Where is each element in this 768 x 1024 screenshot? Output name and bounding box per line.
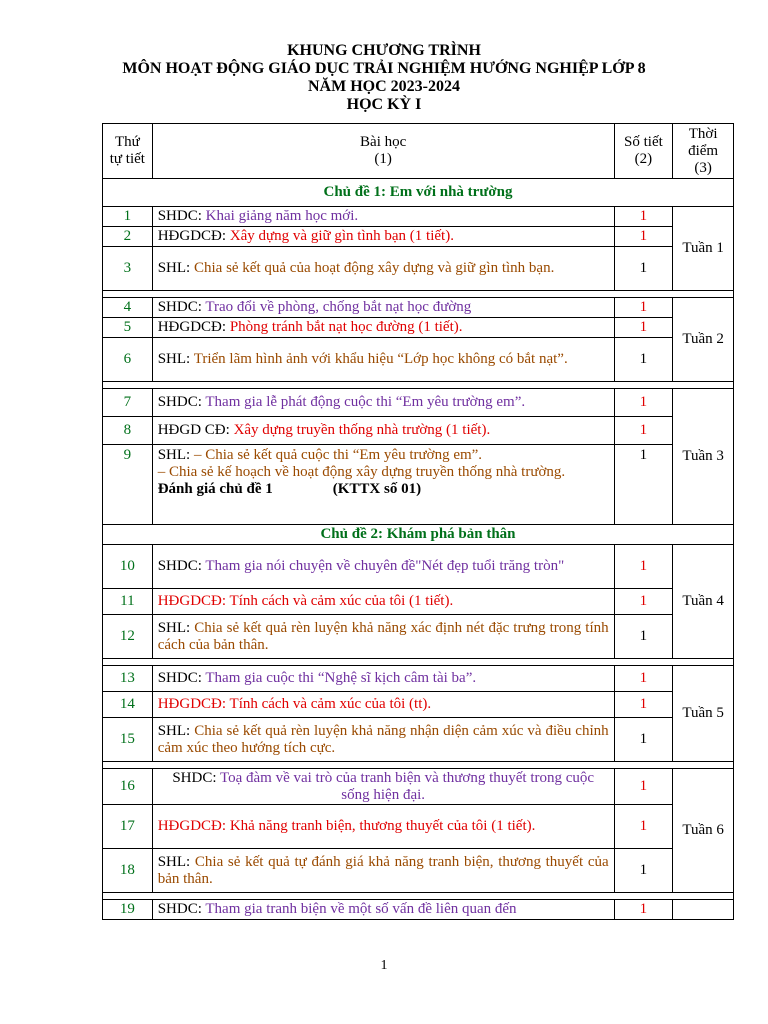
table-row xyxy=(103,207,734,227)
table-row xyxy=(103,445,734,525)
topic-1-title: Chủ đề 1: Em với nhà trường xyxy=(103,179,734,207)
lesson-cell: SHL: Chia sẻ kết quả rèn luyện khả năng nhận diện cảm xúc và điều chỉnh cảm xúc theo hướng tích cực. xyxy=(152,718,614,762)
week-cell: Tuần 2 xyxy=(673,298,734,382)
period-count: 1 xyxy=(614,718,673,762)
table-row xyxy=(103,692,734,718)
title-line-3: NĂM HỌC 2023-2024 xyxy=(308,78,460,95)
lesson-cell: HĐGDCĐ: Tính cách và cảm xúc của tôi (1 tiết). xyxy=(152,589,614,615)
period-count: 1 xyxy=(614,692,673,718)
period-number: 5 xyxy=(103,318,153,338)
period-number: 2 xyxy=(103,227,153,247)
period-count: 1 xyxy=(614,417,673,445)
period-number: 1 xyxy=(103,207,153,227)
table-row xyxy=(103,589,734,615)
period-number: 12 xyxy=(103,615,153,659)
table-row xyxy=(103,227,734,247)
period-number: 19 xyxy=(103,900,153,920)
period-count: 1 xyxy=(614,589,673,615)
lesson-cell: SHL: Chia sẻ kết quả tự đánh giá khả năng tranh biện, thương thuyết của bản thân. xyxy=(152,849,614,893)
period-count: 1 xyxy=(614,900,673,920)
curriculum-table xyxy=(102,123,734,920)
week-cell: Tuần 4 xyxy=(673,545,734,659)
table-row xyxy=(103,545,734,589)
table-row xyxy=(103,389,734,417)
lesson-cell: SHDC: Tham gia lễ phát động cuộc thi “Em yêu trường em”. xyxy=(152,389,614,417)
lesson-cell: HĐGDCĐ: Xây dựng và giữ gìn tình bạn (1 tiết). xyxy=(152,227,614,247)
header-period-order: Thứ tự tiết xyxy=(103,124,153,179)
period-count: 1 xyxy=(614,338,673,382)
period-number: 8 xyxy=(103,417,153,445)
topic-row xyxy=(103,525,734,545)
topic-2-title: Chủ đề 2: Khám phá bản thân xyxy=(103,525,734,545)
period-count: 1 xyxy=(614,445,673,525)
period-number: 7 xyxy=(103,389,153,417)
period-number: 4 xyxy=(103,298,153,318)
period-count: 1 xyxy=(614,207,673,227)
lesson-cell: HĐGDCĐ: Tính cách và cảm xúc của tôi (tt). xyxy=(152,692,614,718)
table-row xyxy=(103,338,734,382)
lesson-cell: SHDC: Khai giảng năm học mới. xyxy=(152,207,614,227)
evaluation-code: (KTTX số 01) xyxy=(332,481,422,497)
period-number: 18 xyxy=(103,849,153,893)
header-lesson: Bài học (1) xyxy=(152,124,614,179)
lesson-cell: SHDC: Trao đổi về phòng, chống bắt nạt học đường xyxy=(152,298,614,318)
lesson-cell: SHDC: Tham gia cuộc thi “Nghệ sĩ kịch câm tài ba”. xyxy=(152,666,614,692)
table-row xyxy=(103,805,734,849)
lesson-cell: SHL: Chia sẻ kết quả của hoạt động xây dựng và giữ gìn tình bạn. xyxy=(152,247,614,291)
title-line-2: MÔN HOẠT ĐỘNG GIÁO DỤC TRẢI NGHIỆM HƯỚNG NGHIỆP LỚP 8 xyxy=(122,60,646,77)
lesson-cell: SHDC: Toạ đàm về vai trò của tranh biện và thương thuyết trong cuộc sống hiện đại. xyxy=(152,769,614,805)
period-count: 1 xyxy=(614,227,673,247)
week-cell: Tuần 5 xyxy=(673,666,734,762)
week-cell: Tuần 6 xyxy=(673,769,734,893)
period-count: 1 xyxy=(614,298,673,318)
period-number: 14 xyxy=(103,692,153,718)
lesson-cell: SHDC: Tham gia tranh biện về một số vấn đề liên quan đến xyxy=(152,900,614,920)
topic-row xyxy=(103,179,734,207)
week-cell xyxy=(673,900,734,920)
title-line-4: HỌC KỲ I xyxy=(346,96,422,113)
table-row xyxy=(103,900,734,920)
period-count: 1 xyxy=(614,805,673,849)
table-header-row xyxy=(103,124,734,179)
table-row xyxy=(103,769,734,805)
page-number: 1 xyxy=(380,958,388,973)
lesson-cell: SHL: Triển lãm hình ảnh với khẩu hiệu “Lớp học không có bắt nạt”. xyxy=(152,338,614,382)
period-number: 3 xyxy=(103,247,153,291)
lesson-cell: SHL: – Chia sẻ kết quả cuộc thi “Em yêu trường em”. – Chia sẻ kế hoạch về hoạt động xây dựng truyền thống nhà trường. Đánh giá chủ đề 1 (KTTX số 01) xyxy=(152,445,614,525)
period-number: 10 xyxy=(103,545,153,589)
period-count: 1 xyxy=(614,666,673,692)
period-number: 9 xyxy=(103,445,153,525)
week-cell: Tuần 3 xyxy=(673,389,734,525)
period-number: 13 xyxy=(103,666,153,692)
period-number: 17 xyxy=(103,805,153,849)
lesson-cell: SHL: Chia sẻ kết quả rèn luyện khả năng xác định nét đặc trưng trong tính cách của bản thân. xyxy=(152,615,614,659)
period-number: 16 xyxy=(103,769,153,805)
period-count: 1 xyxy=(614,389,673,417)
topic-evaluation: Đánh giá chủ đề 1 xyxy=(157,481,273,497)
title-line-1: KHUNG CHƯƠNG TRÌNH xyxy=(287,42,481,59)
table-row xyxy=(103,247,734,291)
table-row xyxy=(103,318,734,338)
table-row xyxy=(103,615,734,659)
period-number: 11 xyxy=(103,589,153,615)
table-row xyxy=(103,417,734,445)
table-row xyxy=(103,298,734,318)
document-header xyxy=(0,42,768,114)
period-count: 1 xyxy=(614,318,673,338)
period-count: 1 xyxy=(614,615,673,659)
header-period-count: Số tiết (2) xyxy=(614,124,673,179)
header-time: Thời điểm (3) xyxy=(673,124,734,179)
table-row xyxy=(103,718,734,762)
lesson-cell: SHDC: Tham gia nói chuyện về chuyên đề"Nét đẹp tuổi trăng tròn" xyxy=(152,545,614,589)
lesson-cell: HĐGDCĐ: Phòng tránh bắt nạt học đường (1 tiết). xyxy=(152,318,614,338)
week-cell: Tuần 1 xyxy=(673,207,734,291)
period-number: 6 xyxy=(103,338,153,382)
lesson-cell: HĐGD CĐ: Xây dựng truyền thống nhà trường (1 tiết). xyxy=(152,417,614,445)
period-count: 1 xyxy=(614,247,673,291)
period-count: 1 xyxy=(614,849,673,893)
table-row xyxy=(103,666,734,692)
lesson-cell: HĐGDCĐ: Khả năng tranh biện, thương thuyết của tôi (1 tiết). xyxy=(152,805,614,849)
period-number: 15 xyxy=(103,718,153,762)
table-row xyxy=(103,849,734,893)
period-count: 1 xyxy=(614,545,673,589)
period-count: 1 xyxy=(614,769,673,805)
